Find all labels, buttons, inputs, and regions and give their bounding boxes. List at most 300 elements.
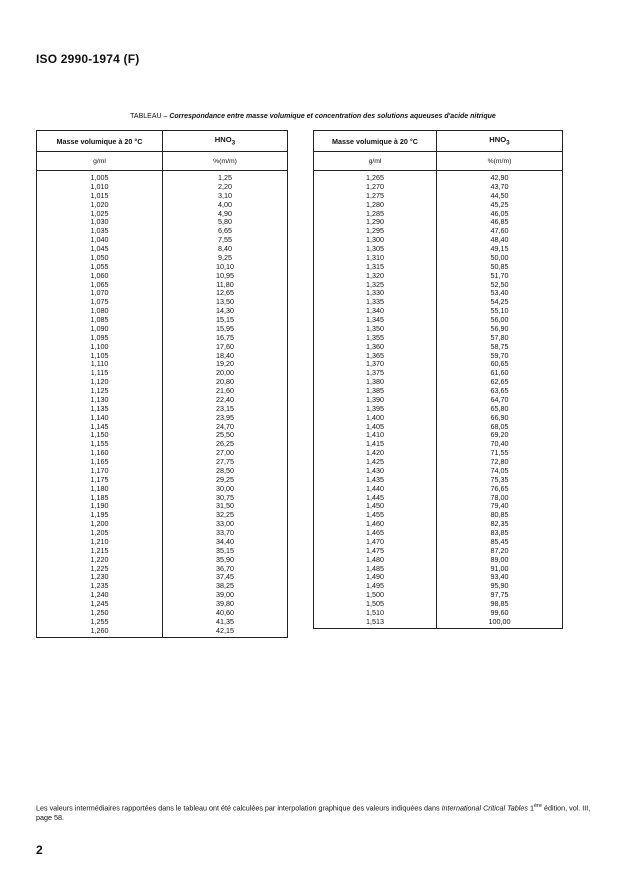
- concentration-cell: 29,25: [163, 476, 288, 485]
- density-cell: 1,365: [314, 352, 437, 361]
- table-row: [314, 538, 563, 547]
- density-cell: 1,485: [314, 565, 437, 574]
- concentration-cell: 25,50: [163, 431, 288, 440]
- density-cell: 1,455: [314, 511, 437, 520]
- concentration-cell: 19,20: [163, 360, 288, 369]
- table-row: [314, 600, 563, 609]
- concentration-cell: 10,95: [163, 272, 288, 281]
- concentration-cell: 16,75: [163, 334, 288, 343]
- density-cell: 1,085: [37, 316, 163, 325]
- table-row: [37, 423, 288, 432]
- hno3-label: HNO: [214, 135, 232, 145]
- table-row: [37, 360, 288, 369]
- table-row: [314, 405, 563, 414]
- table-row: [37, 502, 288, 511]
- density-unit: g/ml: [314, 152, 437, 171]
- density-cell: 1,065: [37, 281, 163, 290]
- concentration-cell: 44,50: [437, 192, 563, 201]
- table-row: [314, 458, 563, 467]
- concentration-cell: 23,15: [163, 405, 288, 414]
- table-row: [314, 529, 563, 538]
- concentration-cell: 41,35: [163, 618, 288, 627]
- footnote: [36, 801, 591, 823]
- density-cell: 1,400: [314, 414, 437, 423]
- density-cell: 1,420: [314, 449, 437, 458]
- concentration-cell: 35,15: [163, 547, 288, 556]
- data-table-left: [36, 130, 288, 638]
- table-row: [314, 307, 563, 316]
- concentration-cell: 61,60: [437, 369, 563, 378]
- footnote-edition-rest: édition, vol. III, page 58.: [36, 803, 591, 823]
- concentration-cell: 31,50: [163, 502, 288, 511]
- concentration-cell: 4,90: [163, 210, 288, 219]
- concentration-cell: 66,90: [437, 414, 563, 423]
- table-row: [37, 431, 288, 440]
- table-row: [314, 369, 563, 378]
- table-row: [37, 289, 288, 298]
- concentration-cell: 3,10: [163, 192, 288, 201]
- concentration-cell: 5,80: [163, 218, 288, 227]
- concentration-cell: 7,55: [163, 236, 288, 245]
- footnote-edition-num: 1: [528, 803, 534, 813]
- table-row: [314, 520, 563, 529]
- table-row: [314, 582, 563, 591]
- table-row: [314, 334, 563, 343]
- table-row: [314, 201, 563, 210]
- table-row: [314, 573, 563, 582]
- density-cell: 1,495: [314, 582, 437, 591]
- table-row: [37, 591, 288, 600]
- table-row: [37, 316, 288, 325]
- density-cell: 1,265: [314, 174, 437, 183]
- concentration-cell: 22,40: [163, 396, 288, 405]
- table-row: [37, 511, 288, 520]
- table-row: [314, 298, 563, 307]
- concentration-cell: 39,80: [163, 600, 288, 609]
- concentration-cell: 63,65: [437, 387, 563, 396]
- density-cell: 1,255: [37, 618, 163, 627]
- table-row: [37, 573, 288, 582]
- density-cell: 1,270: [314, 183, 437, 192]
- concentration-cell: 30,75: [163, 494, 288, 503]
- density-cell: 1,055: [37, 263, 163, 272]
- concentration-cell: 57,80: [437, 334, 563, 343]
- data-table-right: [313, 130, 563, 629]
- density-cell: 1,430: [314, 467, 437, 476]
- table-row: [314, 174, 563, 183]
- concentration-cell: 34,40: [163, 538, 288, 547]
- density-cell: 1,405: [314, 423, 437, 432]
- concentration-cell: 48,40: [437, 236, 563, 245]
- density-cell: 1,395: [314, 405, 437, 414]
- concentration-cell: 14,30: [163, 307, 288, 316]
- hno3-header: [163, 131, 288, 152]
- density-cell: 1,140: [37, 414, 163, 423]
- density-cell: 1,160: [37, 449, 163, 458]
- density-cell: 1,050: [37, 254, 163, 263]
- concentration-cell: 47,60: [437, 227, 563, 236]
- table-row: [314, 343, 563, 352]
- table-row: [314, 254, 563, 263]
- density-cell: 1,390: [314, 396, 437, 405]
- concentration-cell: 53,40: [437, 289, 563, 298]
- table-row: [314, 511, 563, 520]
- concentration-cell: 46,05: [437, 210, 563, 219]
- table-row: [314, 467, 563, 476]
- density-cell: 1,380: [314, 378, 437, 387]
- table-row: [37, 405, 288, 414]
- table-row: [37, 538, 288, 547]
- concentration-cell: 60,65: [437, 360, 563, 369]
- caption-prefix: TABLEAU –: [130, 113, 170, 120]
- concentration-cell: 6,65: [163, 227, 288, 236]
- table-row: [314, 378, 563, 387]
- concentration-cell: 27,75: [163, 458, 288, 467]
- table-row: [314, 485, 563, 494]
- table-row: [37, 236, 288, 245]
- table-row: [314, 183, 563, 192]
- concentration-cell: 12,65: [163, 289, 288, 298]
- density-cell: 1,475: [314, 547, 437, 556]
- table-row: [37, 307, 288, 316]
- table-row: [37, 609, 288, 618]
- table-row: [314, 449, 563, 458]
- density-cell: 1,295: [314, 227, 437, 236]
- table-row: [314, 440, 563, 449]
- table-row: [314, 316, 563, 325]
- concentration-cell: 98,85: [437, 600, 563, 609]
- density-header: Masse volumique à 20 °C: [314, 131, 437, 152]
- density-cell: 1,275: [314, 192, 437, 201]
- table-row: [314, 360, 563, 369]
- concentration-cell: 55,10: [437, 307, 563, 316]
- density-cell: 1,325: [314, 281, 437, 290]
- density-cell: 1,225: [37, 565, 163, 574]
- concentration-cell: 89,00: [437, 556, 563, 565]
- table-row: [314, 192, 563, 201]
- concentration-cell: 75,35: [437, 476, 563, 485]
- concentration-cell: 43,70: [437, 183, 563, 192]
- density-cell: 1,120: [37, 378, 163, 387]
- table-row: [314, 245, 563, 254]
- concentration-cell: 83,85: [437, 529, 563, 538]
- concentration-cell: 70,40: [437, 440, 563, 449]
- table-row: [37, 600, 288, 609]
- concentration-cell: 78,00: [437, 494, 563, 503]
- left-table-body: [37, 174, 288, 637]
- density-cell: 1,445: [314, 494, 437, 503]
- right-table-body: [314, 174, 563, 628]
- table-row: [314, 210, 563, 219]
- density-cell: 1,130: [37, 396, 163, 405]
- density-cell: 1,460: [314, 520, 437, 529]
- density-header: Masse volumique à 20 °C: [37, 131, 163, 152]
- concentration-cell: 11,80: [163, 281, 288, 290]
- concentration-cell: 59,70: [437, 352, 563, 361]
- density-cell: 1,435: [314, 476, 437, 485]
- density-cell: 1,070: [37, 289, 163, 298]
- table-row: [37, 201, 288, 210]
- density-cell: 1,285: [314, 210, 437, 219]
- table-row: [37, 227, 288, 236]
- density-cell: 1,220: [37, 556, 163, 565]
- concentration-cell: 91,00: [437, 565, 563, 574]
- table-row: [314, 227, 563, 236]
- concentration-cell: 13,50: [163, 298, 288, 307]
- density-cell: 1,075: [37, 298, 163, 307]
- table-row: [37, 254, 288, 263]
- density-cell: 1,185: [37, 494, 163, 503]
- density-cell: 1,105: [37, 352, 163, 361]
- concentration-cell: 40,60: [163, 609, 288, 618]
- table-row: [314, 618, 563, 629]
- concentration-cell: 2,20: [163, 183, 288, 192]
- concentration-cell: 23,95: [163, 414, 288, 423]
- density-cell: 1,060: [37, 272, 163, 281]
- density-cell: 1,045: [37, 245, 163, 254]
- concentration-cell: 49,15: [437, 245, 563, 254]
- density-cell: 1,155: [37, 440, 163, 449]
- density-cell: 1,510: [314, 609, 437, 618]
- table-row: [37, 369, 288, 378]
- density-cell: 1,470: [314, 538, 437, 547]
- density-cell: 1,290: [314, 218, 437, 227]
- concentration-cell: 80,85: [437, 511, 563, 520]
- concentration-cell: 15,15: [163, 316, 288, 325]
- concentration-cell: 64,70: [437, 396, 563, 405]
- concentration-cell: 33,70: [163, 529, 288, 538]
- concentration-cell: 69,20: [437, 431, 563, 440]
- density-cell: 1,480: [314, 556, 437, 565]
- density-cell: 1,190: [37, 502, 163, 511]
- concentration-cell: 28,50: [163, 467, 288, 476]
- density-cell: 1,210: [37, 538, 163, 547]
- concentration-cell: 58,75: [437, 343, 563, 352]
- concentration-cell: 26,25: [163, 440, 288, 449]
- concentration-cell: 56,00: [437, 316, 563, 325]
- table-row: [314, 423, 563, 432]
- concentration-cell: 10,10: [163, 263, 288, 272]
- table-row: [37, 449, 288, 458]
- table-row: [37, 494, 288, 503]
- table-row: [314, 565, 563, 574]
- concentration-cell: 79,40: [437, 502, 563, 511]
- caption-title: Correspondance entre masse volumique et concentration des solutions aqueuses d'acide nitrique: [169, 113, 496, 120]
- table-row: [37, 334, 288, 343]
- table-row: [37, 547, 288, 556]
- table-row: [37, 485, 288, 494]
- concentration-cell: 20,80: [163, 378, 288, 387]
- table-row: [314, 387, 563, 396]
- table-row: [314, 609, 563, 618]
- table-row: [314, 431, 563, 440]
- table-row: [314, 263, 563, 272]
- density-cell: 1,320: [314, 272, 437, 281]
- density-cell: 1,115: [37, 369, 163, 378]
- concentration-cell: 56,90: [437, 325, 563, 334]
- table-row: [37, 520, 288, 529]
- concentration-cell: 93,40: [437, 573, 563, 582]
- density-cell: 1,410: [314, 431, 437, 440]
- concentration-cell: 20,00: [163, 369, 288, 378]
- table-row: [37, 218, 288, 227]
- density-cell: 1,235: [37, 582, 163, 591]
- table-row: [37, 627, 288, 638]
- table-row: [37, 458, 288, 467]
- concentration-cell: 33,00: [163, 520, 288, 529]
- table-row: [314, 476, 563, 485]
- table-row: [37, 298, 288, 307]
- conc-unit: %(m/m): [163, 152, 288, 171]
- density-cell: 1,370: [314, 360, 437, 369]
- concentration-cell: 74,05: [437, 467, 563, 476]
- density-cell: 1,110: [37, 360, 163, 369]
- density-cell: 1,355: [314, 334, 437, 343]
- density-cell: 1,310: [314, 254, 437, 263]
- table-row: [314, 218, 563, 227]
- concentration-cell: 54,25: [437, 298, 563, 307]
- density-unit: g/ml: [37, 152, 163, 171]
- table-row: [37, 387, 288, 396]
- density-cell: 1,150: [37, 431, 163, 440]
- concentration-cell: 50,85: [437, 263, 563, 272]
- density-cell: 1,005: [37, 174, 163, 183]
- concentration-cell: 87,20: [437, 547, 563, 556]
- density-cell: 1,345: [314, 316, 437, 325]
- hno3-subscript: 3: [506, 139, 510, 147]
- concentration-cell: 95,90: [437, 582, 563, 591]
- table-row: [37, 476, 288, 485]
- concentration-cell: 8,40: [163, 245, 288, 254]
- table-row: [314, 591, 563, 600]
- density-cell: 1,145: [37, 423, 163, 432]
- density-cell: 1,505: [314, 600, 437, 609]
- density-cell: 1,030: [37, 218, 163, 227]
- density-cell: 1,175: [37, 476, 163, 485]
- density-cell: 1,450: [314, 502, 437, 511]
- table-row: [37, 556, 288, 565]
- table-row: [37, 281, 288, 290]
- concentration-cell: 32,25: [163, 511, 288, 520]
- concentration-cell: 18,40: [163, 352, 288, 361]
- table-row: [37, 565, 288, 574]
- hno3-header: [437, 131, 563, 152]
- concentration-cell: 100,00: [437, 618, 563, 629]
- density-cell: 1,500: [314, 591, 437, 600]
- concentration-cell: 27,00: [163, 449, 288, 458]
- concentration-cell: 42,90: [437, 174, 563, 183]
- table-row: [314, 352, 563, 361]
- density-cell: 1,300: [314, 236, 437, 245]
- density-cell: 1,375: [314, 369, 437, 378]
- table-row: [37, 174, 288, 183]
- table-row: [37, 396, 288, 405]
- density-cell: 1,350: [314, 325, 437, 334]
- concentration-cell: 52,50: [437, 281, 563, 290]
- density-cell: 1,035: [37, 227, 163, 236]
- density-cell: 1,280: [314, 201, 437, 210]
- table-row: [314, 281, 563, 290]
- table-row: [314, 502, 563, 511]
- density-cell: 1,465: [314, 529, 437, 538]
- density-cell: 1,180: [37, 485, 163, 494]
- table-row: [37, 263, 288, 272]
- density-cell: 1,025: [37, 210, 163, 219]
- concentration-cell: 51,70: [437, 272, 563, 281]
- table-row: [37, 272, 288, 281]
- conc-unit: %(m/m): [437, 152, 563, 171]
- density-cell: 1,305: [314, 245, 437, 254]
- concentration-cell: 50,00: [437, 254, 563, 263]
- table-row: [314, 272, 563, 281]
- concentration-cell: 9,25: [163, 254, 288, 263]
- concentration-cell: 37,45: [163, 573, 288, 582]
- concentration-cell: 17,60: [163, 343, 288, 352]
- concentration-cell: 82,35: [437, 520, 563, 529]
- density-cell: 1,020: [37, 201, 163, 210]
- concentration-cell: 72,80: [437, 458, 563, 467]
- table-row: [37, 618, 288, 627]
- table-row: [37, 210, 288, 219]
- density-cell: 1,230: [37, 573, 163, 582]
- table-row: [314, 325, 563, 334]
- density-cell: 1,415: [314, 440, 437, 449]
- hno3-subscript: 3: [231, 139, 236, 147]
- concentration-cell: 1,25: [163, 174, 288, 183]
- table-row: [314, 289, 563, 298]
- density-cell: 1,340: [314, 307, 437, 316]
- concentration-cell: 62,65: [437, 378, 563, 387]
- concentration-cell: 46,85: [437, 218, 563, 227]
- density-cell: 1,240: [37, 591, 163, 600]
- concentration-cell: 39,00: [163, 591, 288, 600]
- density-cell: 1,040: [37, 236, 163, 245]
- concentration-cell: 97,75: [437, 591, 563, 600]
- table-row: [37, 467, 288, 476]
- density-cell: 1,090: [37, 325, 163, 334]
- concentration-cell: 65,80: [437, 405, 563, 414]
- footnote-source: International Critical Tables: [441, 803, 528, 813]
- concentration-cell: 30,00: [163, 485, 288, 494]
- density-cell: 1,170: [37, 467, 163, 476]
- density-cell: 1,335: [314, 298, 437, 307]
- concentration-cell: 76,65: [437, 485, 563, 494]
- table-row: [37, 352, 288, 361]
- concentration-cell: 24,70: [163, 423, 288, 432]
- density-cell: 1,250: [37, 609, 163, 618]
- density-cell: 1,135: [37, 405, 163, 414]
- density-cell: 1,080: [37, 307, 163, 316]
- table-row: [37, 343, 288, 352]
- table-row: [37, 529, 288, 538]
- density-cell: 1,205: [37, 529, 163, 538]
- document-header: ISO 2990-1974 (F): [36, 52, 140, 66]
- density-cell: 1,513: [314, 618, 437, 629]
- density-cell: 1,200: [37, 520, 163, 529]
- table-caption: [0, 113, 626, 120]
- table-row: [37, 582, 288, 591]
- concentration-cell: 45,25: [437, 201, 563, 210]
- density-cell: 1,315: [314, 263, 437, 272]
- density-cell: 1,245: [37, 600, 163, 609]
- density-cell: 1,015: [37, 192, 163, 201]
- density-cell: 1,440: [314, 485, 437, 494]
- density-cell: 1,260: [37, 627, 163, 638]
- footnote-text: Les valeurs intermédiaires rapportées dans le tableau ont été calculées par interpolation graphique des valeurs indiquées dans: [36, 803, 442, 813]
- density-cell: 1,330: [314, 289, 437, 298]
- density-cell: 1,010: [37, 183, 163, 192]
- footnote-edition-sup: ère: [534, 803, 542, 809]
